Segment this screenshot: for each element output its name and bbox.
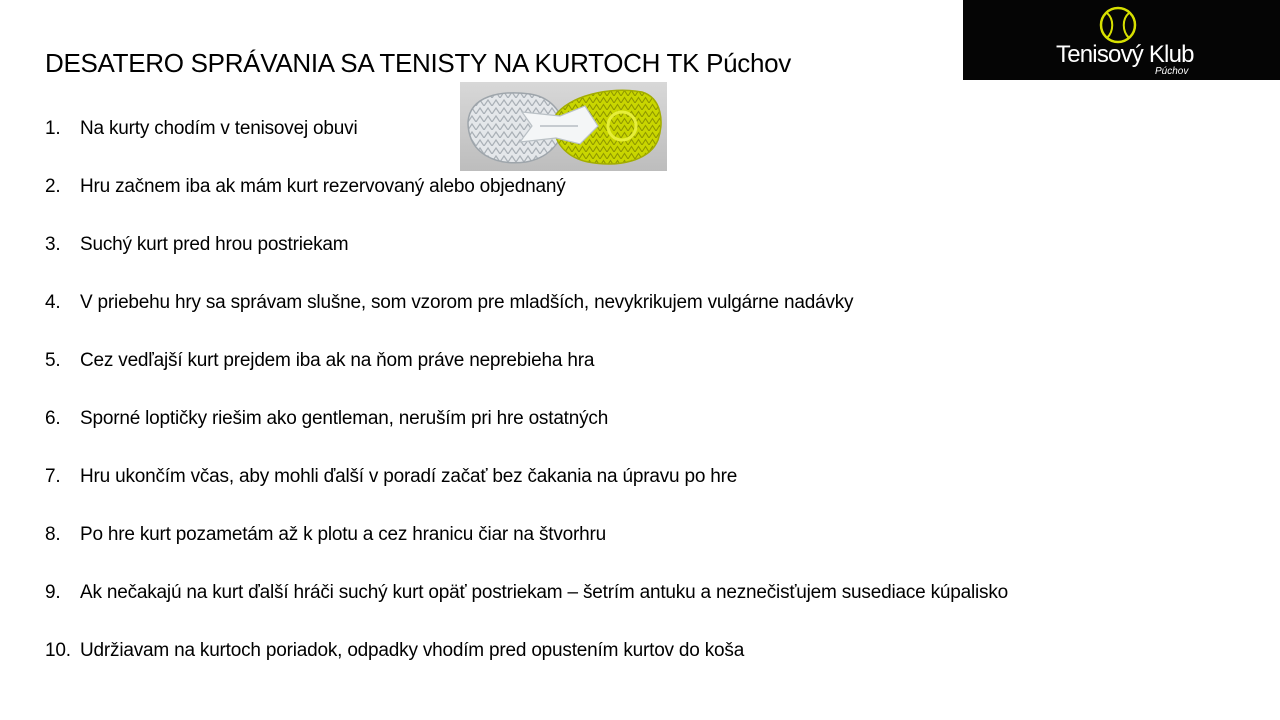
rule-number: 4. [45, 292, 61, 313]
list-item [45, 286, 1008, 344]
rule-text: Po hre kurt pozametám až k plotu a cez hranicu čiar na štvorhru [80, 524, 606, 545]
tennis-shoe-sole-image [460, 82, 667, 171]
rule-text: Cez vedľajší kurt prejdem iba ak na ňom práve neprebieha hra [80, 350, 595, 371]
list-item [45, 576, 1008, 634]
tennis-ball-icon [1098, 5, 1138, 45]
logo-subtitle: Púchov [1155, 66, 1189, 77]
shoe-sole-graphic [460, 82, 667, 171]
rule-text: V priebehu hry sa správam slušne, som vzorom pre mladších, nevykrikujem vulgárne nadávky [80, 292, 854, 313]
slide-title: DESATERO SPRÁVANIA SA TENISTY NA KURTOCH TK Púchov [45, 48, 791, 78]
rule-number: 10. [45, 640, 71, 661]
rule-text: Ak nečakajú na kurt ďalší hráči suchý kurt opäť postriekam – šetrím antuku a neznečisťujem susediace kúpalisko [80, 582, 1009, 603]
rule-number: 6. [45, 408, 61, 429]
rule-number: 8. [45, 524, 61, 545]
logo-name: Tenisový Klub [1056, 41, 1194, 68]
rule-text: Udržiavam na kurtoch poriadok, odpadky vhodím pred opustením kurtov do koša [80, 640, 745, 661]
list-item [45, 518, 1008, 576]
list-item [45, 344, 1008, 402]
rule-text: Na kurty chodím v tenisovej obuvi [80, 118, 358, 139]
rule-number: 5. [45, 350, 61, 371]
rule-text: Sporné loptičky riešim ako gentleman, neruším pri hre ostatných [80, 408, 609, 429]
rule-text: Hru ukončím včas, aby mohli ďalší v poradí začať bez čakania na úpravu po hre [80, 466, 738, 487]
list-item [45, 460, 1008, 518]
rule-number: 1. [45, 118, 61, 139]
rule-number: 7. [45, 466, 61, 487]
rule-text: Hru začnem iba ak mám kurt rezervovaný alebo objednaný [80, 176, 566, 197]
rule-number: 9. [45, 582, 61, 603]
club-logo [963, 0, 1280, 80]
list-item [45, 634, 1008, 692]
rule-text: Suchý kurt pred hrou postriekam [80, 234, 349, 255]
list-item [45, 170, 1008, 228]
list-item [45, 402, 1008, 460]
rule-number: 2. [45, 176, 61, 197]
rule-number: 3. [45, 234, 61, 255]
list-item [45, 228, 1008, 286]
rules-list [45, 112, 1008, 692]
